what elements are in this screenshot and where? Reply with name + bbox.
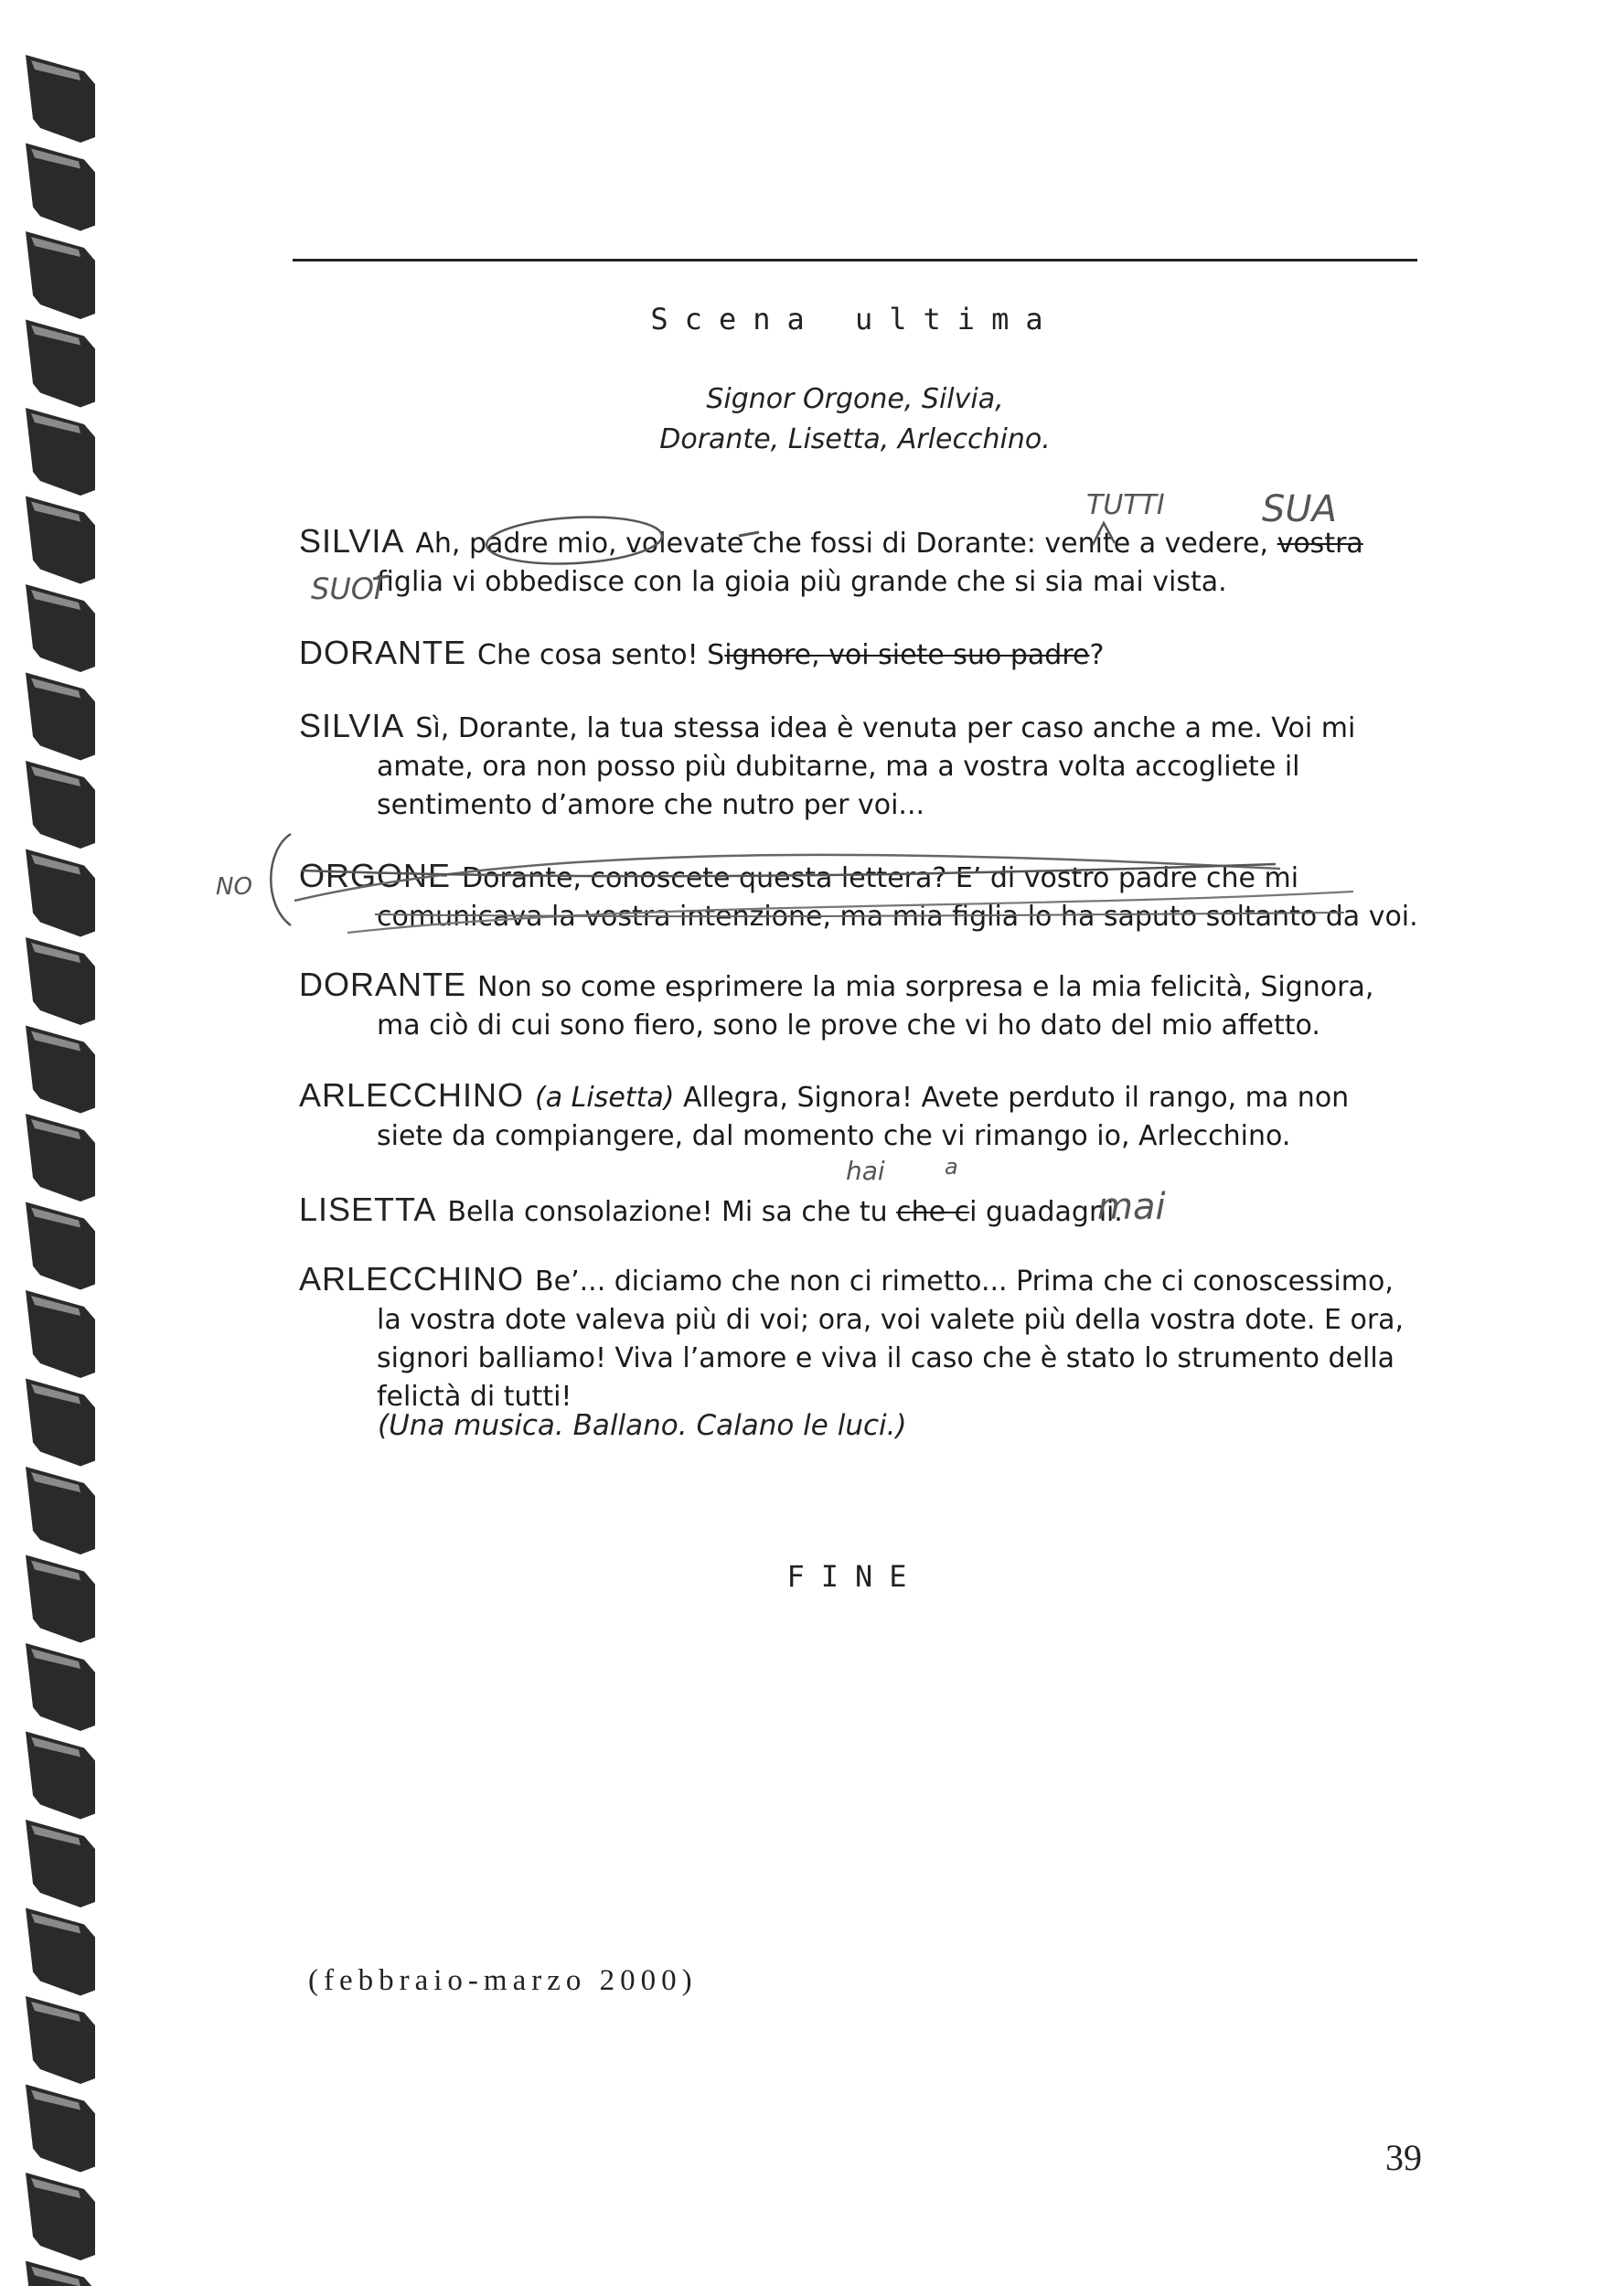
- final-stage-direction: (Una musica. Ballano. Calano le luci.): [378, 1409, 907, 1442]
- speaker-name: DORANTE: [299, 634, 467, 671]
- annotation-suoi: SUOI: [311, 572, 383, 606]
- speech-dorante-2: DORANTE Non so come esprimere la mia sorpresa e la mia felicità, Signora, ma ciò di cui sono fiero, sono le prove che vi ho dato del mio affetto.: [299, 966, 1374, 1042]
- bracket-mark: [271, 834, 291, 925]
- spiral-binding: [0, 0, 137, 2286]
- scene-title: Scena ultima: [650, 302, 1060, 336]
- header-rule: [293, 259, 1417, 262]
- speaker-name: DORANTE: [299, 966, 467, 1003]
- cast-line-2: Dorante, Lisetta, Arlecchino.: [659, 423, 1051, 455]
- speech-lisetta: LISETTA Bella consolazione! Mi sa che tu che ci guadagni.: [299, 1191, 1123, 1228]
- speech-orgone-struck: ORGONE Dorante, conoscete questa lettera? E’ di vostro padre che mi comunicava la vostra intenzione, ma mia figlia lo ha saputo soltanto da voi.: [299, 857, 1418, 933]
- cast-list: [293, 379, 1417, 460]
- annotation-tutti: TUTTI: [1086, 489, 1165, 521]
- speaker-name: ARLECCHINO: [299, 1260, 525, 1298]
- speaker-name: ORGONE: [299, 857, 452, 894]
- speech-dorante-1: DORANTE Che cosa sento! Signore, voi siete suo padre?: [299, 634, 1105, 671]
- speech-arlecchino-1: ARLECCHINO (a Lisetta) Allegra, Signora! Avete perduto il rango, ma non siete da compiangere, dal momento che vi rimango io, Arlecchino.: [299, 1076, 1350, 1152]
- speaker-name: SILVIA: [299, 707, 405, 744]
- annotation-hai: hai: [846, 1156, 885, 1186]
- speaker-name: SILVIA: [299, 522, 405, 560]
- page-number: 39: [1385, 2137, 1422, 2178]
- annotation-mai: mai: [1097, 1186, 1166, 1228]
- speaker-name: LISETTA: [299, 1191, 437, 1228]
- stage-direction: (a Lisetta): [535, 1082, 675, 1114]
- speech-silvia-1: SILVIA Ah, padre mio, volevate che fossi di Dorante: venite a vedere, vostra figlia vi obbedisce con la gioia più grande che si sia mai vista.: [299, 522, 1363, 598]
- end-marker: FINE: [786, 1559, 924, 1594]
- cast-line-1: Signor Orgone, Silvia,: [706, 383, 1004, 415]
- annotation-sua: SUA: [1262, 488, 1338, 530]
- speech-arlecchino-2: ARLECCHINO Be’... diciamo che non ci rimetto... Prima che ci conoscessimo, la vostra dote valeva più di voi; ora, voi valete più della vostra dote. E ora, signori balliamo! Viva l’amore e viva il caso che è stato lo strumento della felictà di tutti!: [299, 1260, 1405, 1413]
- annotation-a: a: [945, 1154, 958, 1180]
- speech-silvia-2: SILVIA Sì, Dorante, la tua stessa idea è venuta per caso anche a me. Voi mi amate, ora non posso più dubitarne, ma a vostra volta accogliete il sentimento d’amore che nutro per voi...: [299, 707, 1356, 821]
- date-line: (febbraio-marzo 2000): [308, 1964, 698, 1997]
- annotation-no: NO: [216, 873, 252, 901]
- speaker-name: ARLECCHINO: [299, 1076, 525, 1114]
